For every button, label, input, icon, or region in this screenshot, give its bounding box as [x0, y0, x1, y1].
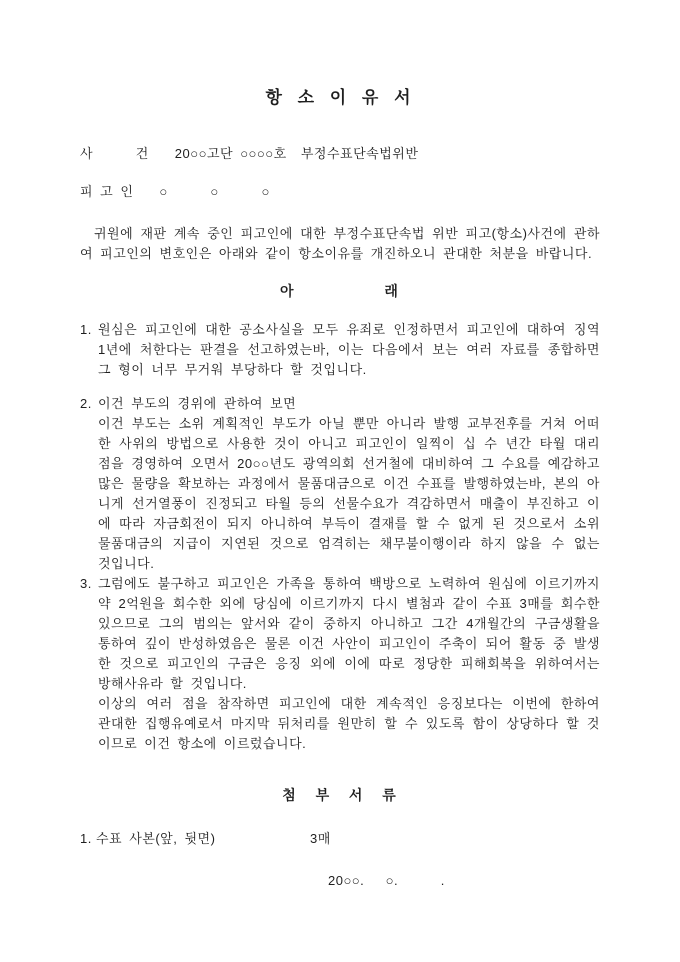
defendant-value: ○ ○ ○ — [159, 184, 270, 199]
reason-paragraph: 원심은 피고인에 대한 공소사실을 모두 유죄로 인정하면서 피고인에 대하여 징역 1년에 처한다는 판결을 선고하였는바, 이는 다음에서 보는 여러 자료를 종합하면 그 형이 너무 무거워 부당하다 할 것입니다. — [98, 322, 600, 377]
reason-body — [98, 574, 600, 754]
document-title: 항 소 이 유 서 — [265, 88, 415, 107]
reason-paragraph: 그럼에도 불구하고 피고인은 가족을 통하여 백방으로 노력하여 원심에 이르기까지 약 2억원을 회수한 외에 당심에 이르기까지 다시 별첨과 같이 수표 3매를 회수한 있으므로 그의 범의는 앞서와 같이 중하지 아니하고 그간 4개월간의 구금생활을 통하여 깊이 반성하였음은 물론 이건 사안이 피고인이 주축이 되어 활동 중 발생한 것으로 피고인의 구금은 응징 외에 이에 따로 정당한 피해회복을 위하여서는 방해사유라 할 것입니다. — [98, 576, 600, 691]
attachment-quantity: 3매 — [310, 831, 331, 846]
document-date: 20○○. ○. . — [328, 873, 445, 888]
attachment-name: 수표 사본(앞, 뒷면) — [96, 831, 216, 846]
attachment-number: 1. — [80, 831, 92, 846]
attachments-heading: 첨 부 서 류 — [282, 787, 398, 803]
reason-number: 2. — [80, 396, 92, 411]
reason-item-2 — [80, 394, 600, 574]
reason-item-1 — [80, 320, 600, 380]
intro-paragraph: 귀원에 재판 계속 중인 피고인에 대한 부정수표단속법 위반 피고(항소)사건에 관하여 피고인의 변호인은 아래와 같이 항소이유를 개진하오니 관대한 처분을 바랍니다. — [80, 226, 600, 261]
reason-number: 1. — [80, 322, 92, 337]
reason-paragraph: 이건 부도는 소위 계획적인 부도가 아닐 뿐만 아니라 발행 교부전후를 거쳐 어떠한 사위의 방법으로 사용한 것이 아니고 피고인이 일찍이 십 수 년간 타월 대리점을 경영하여 오면서 20○○년도 광역의회 선거철에 대비하여 그 수요를 예감하고 많은 물량을 확보하는 과정에서 물품대금으로 이건 수표를 발행하였는바, 본의 아니게 선거열풍이 진정되고 타월 등의 선물수요가 격감하면서 매출이 부진하고 이에 따라 자금회전이 되지 아니하여 부득이 결재를 할 수 없게 된 것으로서 소위 물품대금의 지급이 지연된 것으로 엄격히는 채무불이행이라 하지 않을 수 없는 것입니다. — [98, 416, 600, 571]
attachment-item — [80, 830, 600, 848]
reason-paragraph: 이건 부도의 경위에 관하여 보면 — [98, 396, 297, 411]
case-row — [80, 145, 600, 163]
below-heading: 아 래 — [280, 283, 400, 299]
reason-paragraph: 이상의 여러 점을 참작하면 피고인에 대한 계속적인 응징보다는 이번에 한하여 관대한 집행유예로서 마지막 뒤처리를 원만히 할 수 있도록 함이 상당하다 할 것이므로 이건 항소에 이르렀습니다. — [98, 696, 600, 751]
reason-number: 3. — [80, 576, 92, 591]
case-value: 20○○고단 ○○○○호 부정수표단속법위반 — [174, 146, 419, 161]
reason-body — [98, 394, 600, 574]
reason-item-3 — [80, 574, 600, 754]
reason-body — [98, 320, 600, 380]
defendant-row — [80, 183, 600, 201]
reasons-list — [80, 320, 600, 754]
defendant-label: 피 고 인 — [80, 184, 134, 199]
case-label: 사 건 — [80, 146, 149, 161]
